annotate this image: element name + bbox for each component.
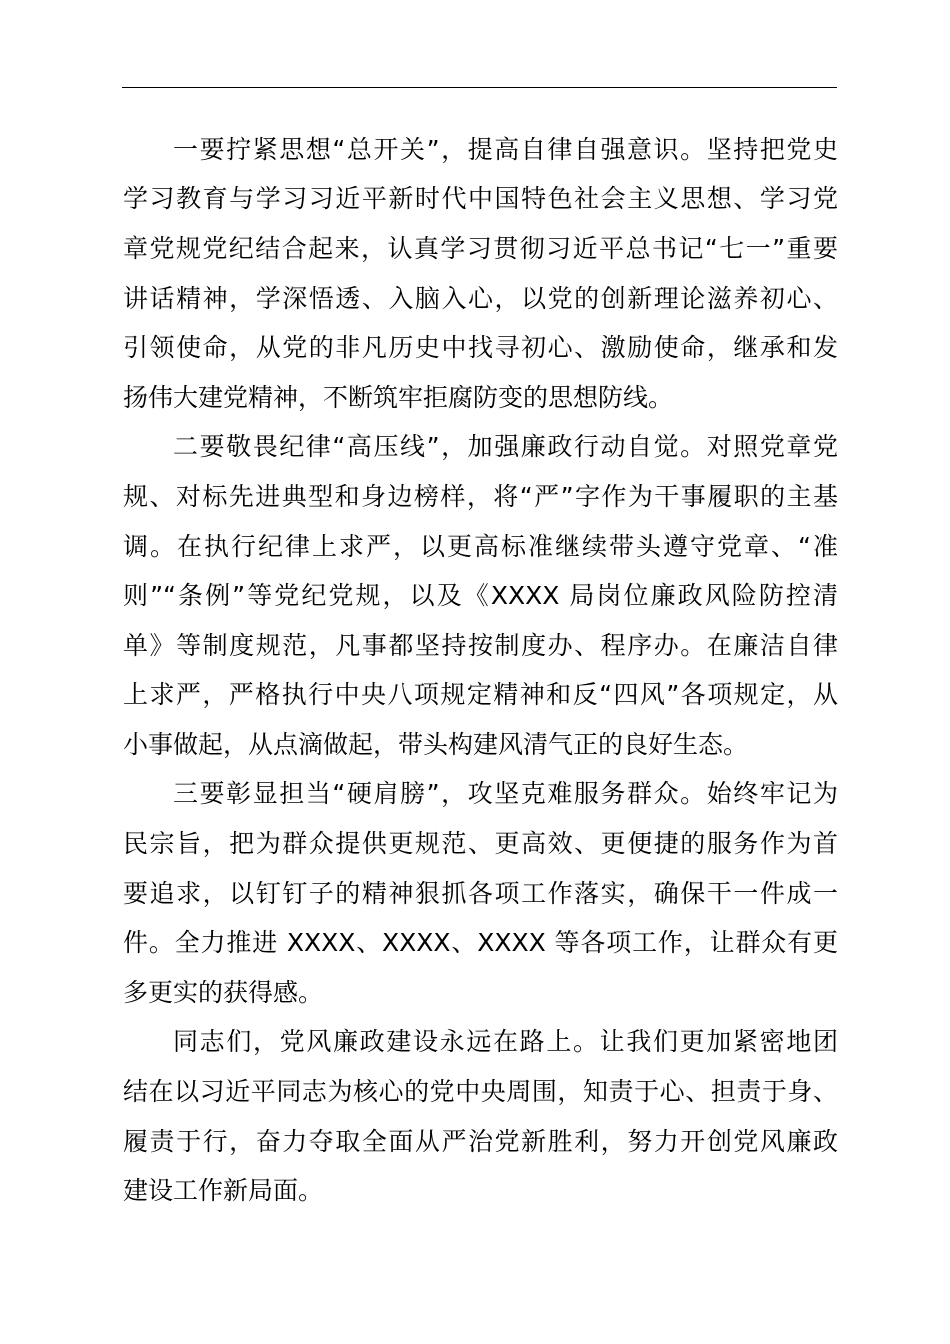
paragraph-2-line-2: 规、对标先进典型和身边榜样，将“严”字作为干事履职的主基 [123,482,838,511]
paragraph-3-line-2: 民宗旨，把为群众提供更规范、更高效、更便捷的服务作为首 [123,829,838,858]
paragraph-3-line-3: 要追求，以钉钉子的精神狠抓各项工作落实，确保干一件成一 [123,879,838,908]
paragraph-3-line-1: 三要彰显担当“硬肩膀”，攻坚克难服务群众。始终牢记为 [173,779,838,808]
paragraph-1-line-6: 扬伟大建党精神，不断筑牢拒腐防变的思想防线。 [123,383,674,412]
paragraph-4-line-4: 建设工作新局面。 [123,1176,324,1205]
paragraph-1-line-2: 学习教育与学习习近平新时代中国特色社会主义思想、学习党 [123,184,838,213]
paragraph-1-line-5: 引领使命，从党的非凡历史中找寻初心、激励使命，继承和发 [123,333,838,362]
paragraph-1-line-1: 一要拧紧思想“总开关”，提高自律自强意识。坚持把党史 [173,135,838,164]
paragraph-2-line-3: 调。在执行纪律上求严，以更高标准继续带头遵守党章、“准 [123,532,838,561]
paragraph-2-line-1: 二要敬畏纪律“高压线”，加强廉政行动自觉。对照党章党 [173,432,838,461]
paragraph-2-line-4: 则”“条例”等党纪党规，以及《XXXX 局岗位廉政风险防控清 [123,581,838,610]
paragraph-3-line-5: 多更实的获得感。 [123,978,324,1007]
paragraph-2-line-5: 单》等制度规范，凡事都坚持按制度办、程序办。在廉洁自律 [123,631,838,660]
paragraph-1-line-3: 章党规党纪结合起来，认真学习贯彻习近平总书记“七一”重要 [123,234,838,263]
paragraph-4-line-2: 结在以习近平同志为核心的党中央周围，知责于心、担责于身、 [123,1077,838,1106]
paragraph-3-line-4: 件。全力推进 XXXX、XXXX、XXXX 等各项工作，让群众有更 [123,928,838,957]
paragraph-2-line-7: 小事做起，从点滴做起，带头构建风清气正的良好生态。 [123,730,749,759]
header-divider [122,87,837,88]
paragraph-4-line-3: 履责于行，奋力夺取全面从严治党新胜利，努力开创党风廉政 [123,1127,838,1156]
paragraph-1-line-4: 讲话精神，学深悟透、入脑入心，以党的创新理论滋养初心、 [123,284,838,313]
paragraph-4-line-1: 同志们，党风廉政建设永远在路上。让我们更加紧密地团 [173,1027,838,1056]
paragraph-2-line-6: 上求严，严格执行中央八项规定精神和反“四风”各项规定，从 [123,680,838,709]
